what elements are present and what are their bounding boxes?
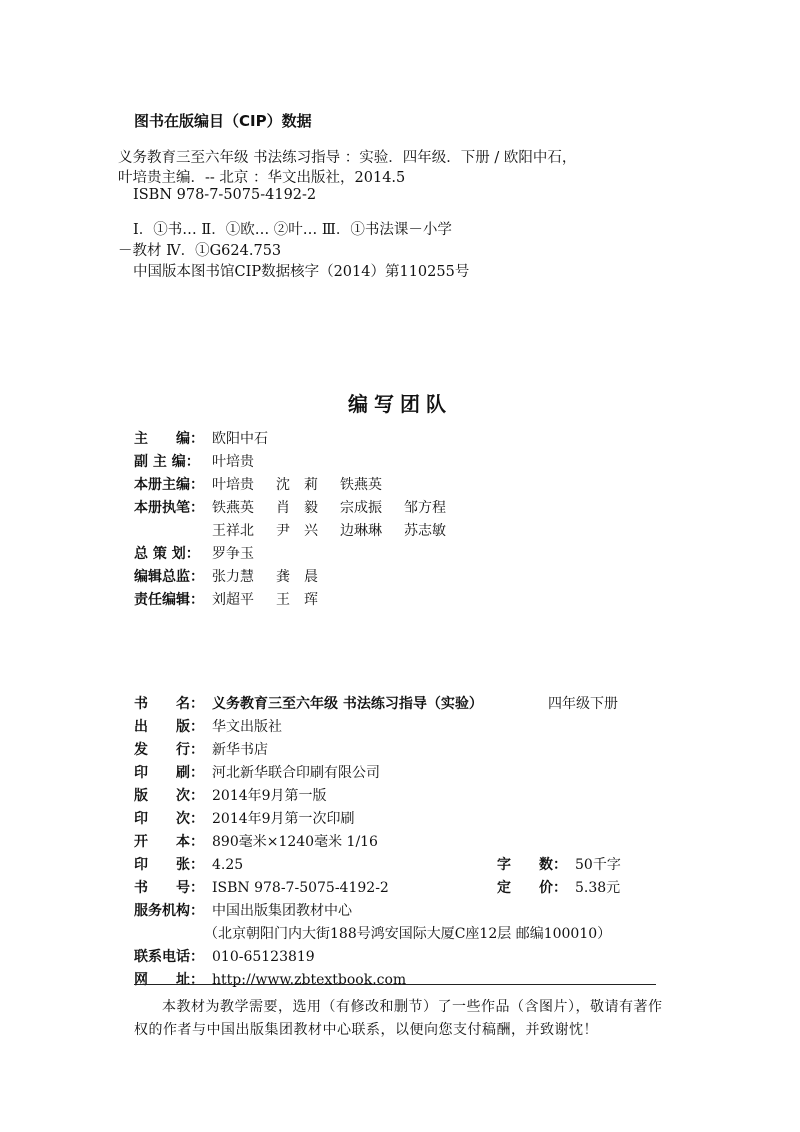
team-role-label: 责任编辑： xyxy=(134,592,204,608)
pub-price-value: 5.38元 xyxy=(575,880,621,896)
cip-classification-2: －教材 Ⅳ．①G624.753 xyxy=(118,243,282,259)
pub-phone-row xyxy=(134,946,315,966)
pub-words-label: 字 数： xyxy=(497,857,567,873)
pub-address-value: （北京朝阳门内大街188号鸿安国际大厦C座12层 邮编100010） xyxy=(204,926,612,942)
team-names xyxy=(212,474,404,494)
team-member-name: 肖 毅 xyxy=(276,500,318,516)
pub-book-row xyxy=(134,693,483,713)
pub-distributor-value: 新华书店 xyxy=(212,742,268,758)
cip-record-number: 中国版本图书馆CIP数据核字（2014）第110255号 xyxy=(133,264,470,280)
pub-edition-row xyxy=(134,785,327,805)
copyright-notice: 本教材为教学需要，选用（有修改和删节）了一些作品（含图片），敬请有著作权的作者与中国出版集团教材中心联系，以便向您支付稿酬，并致谢忱！ xyxy=(134,999,663,1038)
team-member-name: 罗争玉 xyxy=(212,546,254,562)
team-member-name: 宗成振 xyxy=(340,500,382,516)
cip-heading: 图书在版编目（CIP）数据 xyxy=(134,112,312,130)
pub-service-value: 中国出版集团教材中心 xyxy=(212,903,352,919)
pub-sheets-row xyxy=(134,854,243,874)
team-member-name: 苏志敏 xyxy=(404,523,446,539)
cip-classification-1: Ⅰ．①书… Ⅱ．①欧… ②叶… Ⅲ．①书法课－小学 xyxy=(133,222,452,238)
team-row xyxy=(134,428,290,448)
pub-isbn-row xyxy=(134,877,389,897)
pub-web-row xyxy=(134,969,406,989)
team-row xyxy=(134,566,340,586)
pub-format-value: 890毫米×1240毫米 1/16 xyxy=(212,834,378,850)
team-names xyxy=(212,428,290,448)
pub-isbn-label: 书 号： xyxy=(134,880,204,896)
team-names xyxy=(212,566,340,586)
team-member-name: 欧阳中石 xyxy=(212,431,268,447)
pub-printer-row xyxy=(134,762,380,782)
pub-book-extra: 四年级下册 xyxy=(548,696,618,712)
pub-isbn-value: ISBN 978-7-5075-4192-2 xyxy=(212,880,389,896)
pub-price-row xyxy=(497,877,620,897)
pub-distributor-row xyxy=(134,739,268,759)
team-row xyxy=(134,497,468,517)
team-row xyxy=(134,474,404,494)
pub-book-label: 书 名： xyxy=(134,696,204,712)
pub-address-row xyxy=(204,923,611,943)
team-names xyxy=(212,520,468,540)
pub-publisher-value: 华文出版社 xyxy=(212,719,282,735)
team-role-label: 副 主 编： xyxy=(134,454,200,470)
team-member-name: 张力慧 xyxy=(212,569,254,585)
pub-format-label: 开 本： xyxy=(134,834,204,850)
pub-service-label: 服务机构： xyxy=(134,903,204,919)
team-member-name: 边琳琳 xyxy=(340,523,382,539)
pub-sheets-label: 印 张： xyxy=(134,857,204,873)
team-member-name: 铁燕英 xyxy=(340,477,382,493)
pub-impression-row xyxy=(134,808,355,828)
team-role-label: 本册主编： xyxy=(134,477,204,493)
team-title: 编写团队 xyxy=(348,392,452,416)
team-role-label: 总 策 划： xyxy=(134,546,200,562)
team-row xyxy=(134,451,276,471)
pub-sheets-value: 4.25 xyxy=(212,857,244,873)
divider-line xyxy=(134,984,656,985)
team-names xyxy=(212,497,468,517)
team-row xyxy=(134,543,276,563)
team-names xyxy=(212,589,340,609)
pub-price-label: 定 价： xyxy=(497,880,567,896)
pub-printer-label: 印 刷： xyxy=(134,765,204,781)
team-member-name: 王祥北 xyxy=(212,523,254,539)
team-member-name: 叶培贵 xyxy=(212,477,254,493)
pub-edition-label: 版 次： xyxy=(134,788,204,804)
team-member-name: 铁燕英 xyxy=(212,500,254,516)
team-row xyxy=(134,589,340,609)
team-names xyxy=(212,543,276,563)
cip-isbn: ISBN 978-7-5075-4192-2 xyxy=(133,187,317,203)
pub-edition-value: 2014年9月第一版 xyxy=(212,788,327,804)
pub-book-value: 义务教育三至六年级 书法练习指导（实验） xyxy=(212,696,483,712)
pub-printer-value: 河北新华联合印刷有限公司 xyxy=(212,765,380,781)
pub-web-link[interactable]: http://www.zbtextbook.com xyxy=(212,972,407,988)
team-member-name: 王 珲 xyxy=(276,592,318,608)
pub-impression-label: 印 次： xyxy=(134,811,204,827)
pub-publisher-row xyxy=(134,716,282,736)
pub-format-row xyxy=(134,831,378,851)
team-member-name: 叶培贵 xyxy=(212,454,254,470)
pub-publisher-label: 出 版： xyxy=(134,719,204,735)
team-member-name: 邹方程 xyxy=(404,500,446,516)
team-names xyxy=(212,451,276,471)
team-row xyxy=(134,520,468,540)
team-member-name: 刘超平 xyxy=(212,592,254,608)
team-role-label: 主 编： xyxy=(134,431,204,447)
cip-line-1: 义务教育三至六年级 书法练习指导 ：实验．四年级．下册 / 欧阳中石， xyxy=(118,150,577,166)
pub-words-row xyxy=(497,854,621,874)
team-role-label: 编辑总监： xyxy=(134,569,204,585)
pub-phone-value: 010-65123819 xyxy=(212,949,315,965)
pub-words-value: 50千字 xyxy=(575,857,621,873)
team-member-name: 尹 兴 xyxy=(276,523,318,539)
cip-line-2: 叶培贵主编．-- 北京 ：华文出版社，2014.5 xyxy=(118,170,406,186)
pub-phone-label: 联系电话： xyxy=(134,949,204,965)
pub-distributor-label: 发 行： xyxy=(134,742,204,758)
team-member-name: 龚 晨 xyxy=(276,569,318,585)
pub-service-row xyxy=(134,900,352,920)
pub-impression-value: 2014年9月第一次印刷 xyxy=(212,811,355,827)
team-role-label: 本册执笔： xyxy=(134,500,204,516)
team-member-name: 沈 莉 xyxy=(276,477,318,493)
pub-web-label: 网 址： xyxy=(134,972,204,988)
